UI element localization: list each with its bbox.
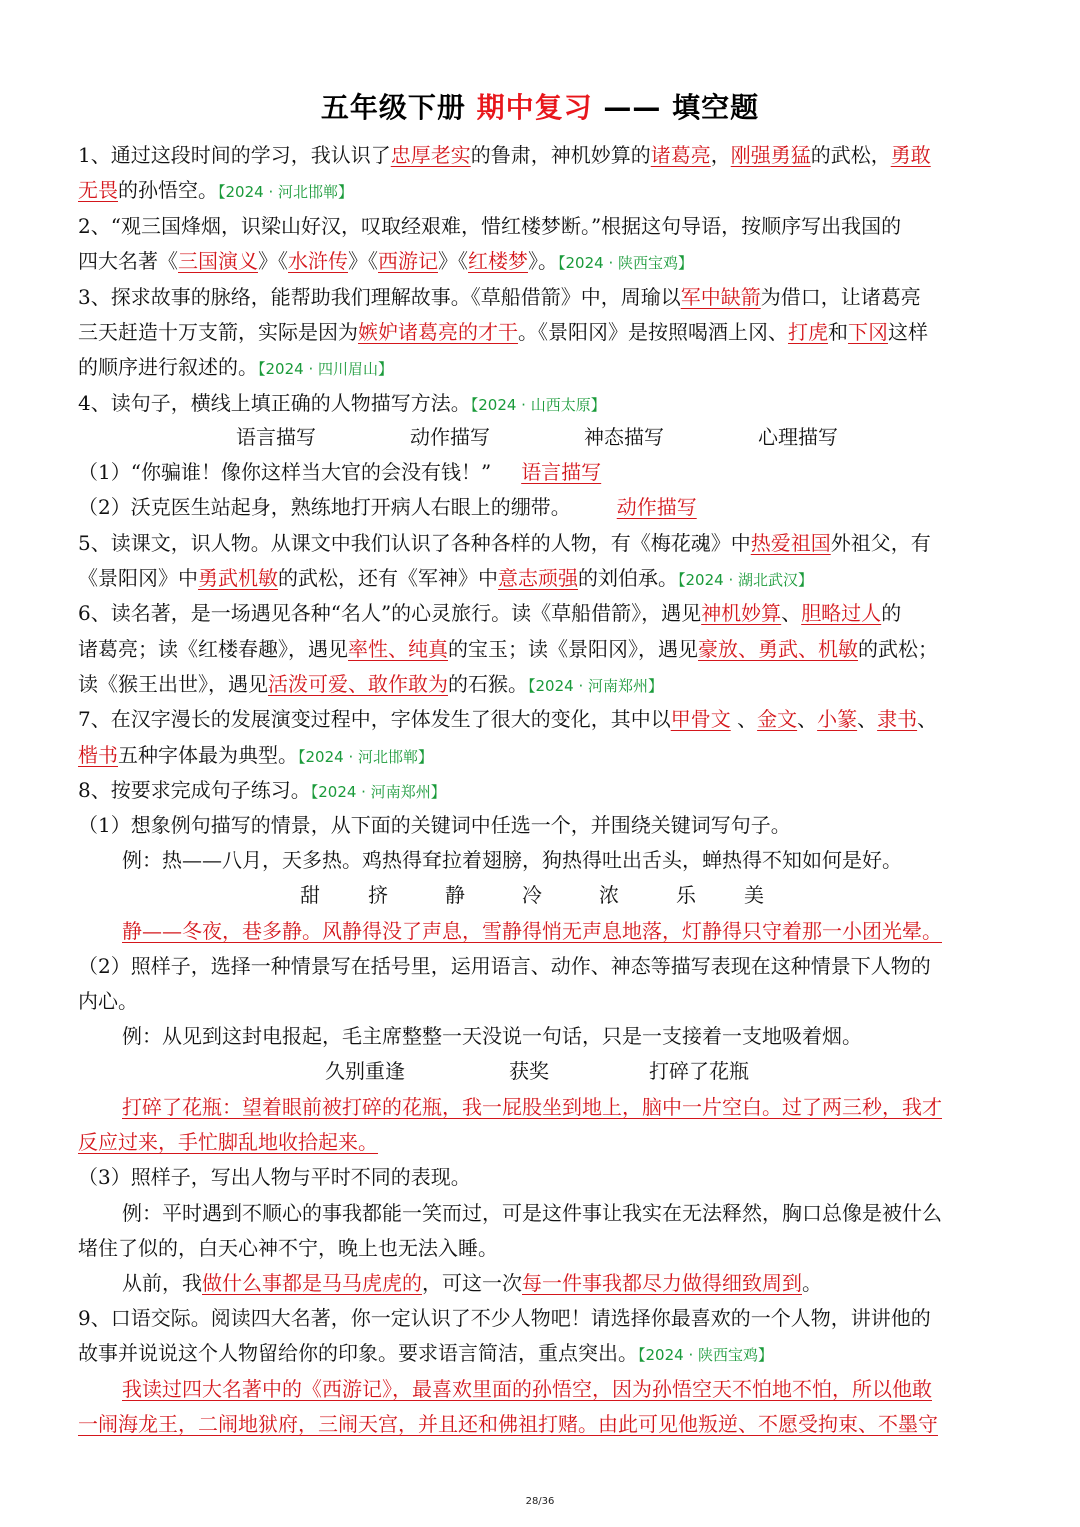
- q8-keyword: 甜: [300, 883, 320, 907]
- q8-example-3-cont: [78, 1233, 498, 1263]
- q1-source-tag: 【2024 · 河北邯郸】: [218, 183, 353, 201]
- q8-keyword: 挤: [368, 883, 388, 907]
- q8-answer-2: 打碎了花瓶：望着眼前被打碎的花瓶，我一屁股坐到地上，脑中一片空白。过了两三秒，我才: [122, 1095, 942, 1119]
- q8-text: ，可这一次: [422, 1271, 522, 1295]
- q9-source-tag: 【2024 · 陕西宝鸡】: [638, 1346, 773, 1364]
- q4-text: （2）沃克医生站起身，熟练地打开病人右眼上的绷带。: [78, 495, 571, 519]
- q7-answer-4: 隶书: [877, 707, 918, 731]
- q8-keyword: 冷: [522, 883, 542, 907]
- q4-text: （1）“你骗谁！像你这样当大官的会没有钱！”: [78, 460, 492, 484]
- q2-text: 2、“观三国烽烟，识梁山好汉，叹取经艰难，惜红楼梦断。”根据这句导语，按顺序写出我国的: [78, 214, 902, 238]
- q1-text: ，: [710, 143, 731, 167]
- q7-answer-3: 小篆: [817, 707, 858, 731]
- q6-text: 6、读名著，是一场遇见各种“名人”的心灵旅行。读《草船借箭》，遇见: [78, 601, 702, 625]
- q4-answer-1: 语言描写: [521, 460, 602, 484]
- q6-text: 读《猴王出世》，遇见: [78, 672, 268, 696]
- q6-text: 的武松；: [858, 637, 938, 661]
- q2-answer-2: 水浒传: [288, 249, 348, 273]
- q5-text: 的武松，还有《军神》中: [278, 566, 498, 590]
- q2-line1: [78, 211, 901, 241]
- q2-text: 》。: [528, 249, 558, 273]
- q4-option: 动作描写: [410, 425, 490, 449]
- q6-answer-1: 神机妙算: [701, 601, 782, 625]
- q6-text: 的宝玉；读《景阳冈》，遇见: [448, 637, 698, 661]
- q9-answer-cont: 一闹海龙王，二闹地狱府，三闹天宫，并且还和佛祖打赌。由此可见他叛逆、不愿受拘束、不墨守: [78, 1412, 938, 1436]
- q4-sentence-2: [78, 492, 697, 522]
- q8-line1: [78, 775, 446, 807]
- q8-keyword: 乐: [676, 883, 696, 907]
- q2-line2: [78, 246, 693, 278]
- q2-answer-4: 红楼梦: [468, 249, 528, 273]
- q3-text: 和: [828, 320, 848, 344]
- q8-answer-2-line2: [78, 1127, 378, 1157]
- q8-scene: 久别重逢: [325, 1059, 405, 1083]
- q4-options: [236, 422, 838, 452]
- q4-line1: [78, 388, 606, 420]
- q3-source-tag: 【2024 · 四川眉山】: [258, 360, 393, 378]
- q8-scene: 打碎了花瓶: [649, 1059, 749, 1083]
- q6-text: 诸葛亮；读《红楼春趣》，遇见: [78, 637, 348, 661]
- q6-answer-5: 活泼可爱、敢作敢为: [268, 672, 448, 696]
- q3-text: 的顺序进行叙述的。: [78, 355, 258, 379]
- q2-text: 》《: [258, 249, 288, 273]
- q8-text: （3）照样子，写出人物与平时不同的表现。: [78, 1165, 471, 1189]
- q3-text: 三天赶造十万支箭，实际是因为: [78, 320, 358, 344]
- q3-line3: [78, 352, 393, 384]
- q9-answer-line1: [122, 1374, 932, 1404]
- q2-answer-1: 三国演义: [178, 249, 258, 273]
- q1-answer-1: 忠厚老实: [390, 143, 471, 167]
- q3-line1: [78, 282, 921, 312]
- title-grade: 五年级下册: [320, 91, 466, 124]
- q8-answer-3a: 做什么事都是马马虎虎的: [202, 1271, 422, 1295]
- q8-scenes: [325, 1056, 749, 1086]
- q9-text: 9、口语交际。阅读四大名著，你一定认识了不少人物吧！请选择你最喜欢的一个人物，讲讲他的: [78, 1306, 931, 1330]
- q2-source-tag: 【2024 · 陕西宝鸡】: [558, 254, 693, 272]
- q3-text: 。《景阳冈》是按照喝酒上冈、: [518, 320, 788, 344]
- q4-source-tag: 【2024 · 山西太原】: [470, 396, 606, 414]
- q9-text: 故事并说说这个人物留给你的印象。要求语言简洁，重点突出。: [78, 1341, 638, 1365]
- q8-text: 8、按要求完成句子练习。: [78, 778, 311, 802]
- q1-answer-4: 勇敢: [890, 143, 931, 167]
- q3-text: 为借口，让诸葛亮: [760, 285, 921, 309]
- q8-text: （1）想象例句描写的情景，从下面的关键词中任选一个，并围绕关键词写句子。: [78, 813, 791, 837]
- q4-option: 神态描写: [584, 425, 664, 449]
- q7-answer-1: 甲骨文: [670, 707, 731, 731]
- q4-sentence-1: [78, 457, 601, 487]
- q8-example-text: 例：热——八月，天多热。鸡热得耷拉着翅膀，狗热得吐出舌头，蝉热得不知如何是好。: [122, 848, 902, 872]
- q8-part2-prompt: [78, 951, 931, 981]
- q8-text: 内心。: [78, 989, 138, 1013]
- q4-answer-2: 动作描写: [616, 495, 697, 519]
- q1-answer-2: 诸葛亮: [650, 143, 711, 167]
- q4-text: 4、读句子，横线上填正确的人物描写方法。: [78, 391, 471, 415]
- q7-answer-5: 楷书: [78, 743, 118, 767]
- q7-source-tag: 【2024 · 河北邯郸】: [298, 748, 433, 766]
- q5-text: 外祖父，有: [830, 531, 931, 555]
- q8-answer-2-line1: [122, 1092, 942, 1122]
- q9-line1: [78, 1303, 931, 1333]
- q9-answer-line2: [78, 1409, 938, 1439]
- q5-line2: [78, 563, 813, 595]
- q3-text: 这样: [888, 320, 928, 344]
- q5-answer-3: 意志顽强: [498, 566, 578, 590]
- q8-keywords: [300, 880, 764, 910]
- q3-line2: [78, 317, 928, 347]
- q7-text: 、: [730, 707, 758, 731]
- q1-text: 的武松，: [810, 143, 891, 167]
- q8-example-text: 例：平时遇到不顺心的事我都能一笑而过，可是这件事让我实在无法释然，胸口总像是被什么: [122, 1201, 942, 1225]
- q8-part1-prompt: [78, 810, 791, 840]
- q7-text: 五种字体最为典型。: [118, 743, 298, 767]
- q7-line2: [78, 740, 433, 772]
- q7-text: 、: [797, 707, 818, 731]
- q8-keyword: 静: [445, 883, 465, 907]
- q1-line1: [78, 140, 931, 170]
- q8-answer-3b: 每一件事我都尽力做得细致周到: [522, 1271, 802, 1295]
- q8-keyword: 浓: [599, 883, 619, 907]
- q8-text: 从前，我: [122, 1271, 202, 1295]
- q3-answer-1: 军中缺箭: [680, 285, 761, 309]
- page-number: 28/36: [525, 1496, 555, 1507]
- q1-text: 1、通过这段时间的学习，我认识了: [78, 143, 391, 167]
- q5-line1: [78, 528, 931, 558]
- q8-source-tag: 【2024 · 河南郑州】: [310, 783, 446, 801]
- q5-text: 5、读课文，识人物。从课文中我们认识了各种各样的人物，有《梅花魂》中: [78, 531, 751, 555]
- q9-line2: [78, 1338, 773, 1370]
- q8-text: （2）照样子，选择一种情景写在括号里，运用语言、动作、神态等描写表现在这种情景下人物的: [78, 954, 931, 978]
- q6-answer-3: 率性、纯真: [348, 637, 448, 661]
- q8-keyword: 美: [744, 883, 764, 907]
- q1-text: 的鲁肃，神机妙算的: [470, 143, 651, 167]
- q7-text: 、: [857, 707, 878, 731]
- q7-text: 7、在汉字漫长的发展演变过程中，字体发生了很大的变化，其中以: [78, 707, 671, 731]
- q8-part2-prompt-cont: [78, 986, 138, 1016]
- q6-source-tag: 【2024 · 河南郑州】: [528, 677, 663, 695]
- q3-text: 3、探求故事的脉络，能帮助我们理解故事。《草船借箭》中，周瑜以: [78, 285, 681, 309]
- title-type: —— 填空题: [603, 91, 760, 124]
- q6-line1: [78, 598, 901, 628]
- q2-text: 》《: [438, 249, 468, 273]
- q1-text: 的孙悟空。: [118, 178, 218, 202]
- q8-answer-1-line: [122, 916, 942, 946]
- q8-example-3: [122, 1198, 942, 1228]
- q5-text: 的刘伯承。: [578, 566, 678, 590]
- q7-answer-2: 金文: [757, 707, 798, 731]
- q2-answer-3: 西游记: [378, 249, 438, 273]
- q5-text: 《景阳冈》中: [78, 566, 198, 590]
- q8-answer-1: 静——冬夜，巷多静。风静得没了声息，雪静得悄无声息地落，灯静得只守着那一小团光晕。: [122, 919, 942, 943]
- q4-option: 心理描写: [758, 425, 838, 449]
- q3-answer-2: 嫉妒诸葛亮的才干: [358, 320, 518, 344]
- q3-answer-4: 下冈: [848, 320, 888, 344]
- q6-answer-4: 豪放、勇武、机敏: [698, 637, 858, 661]
- q5-answer-1: 热爱祖国: [750, 531, 831, 555]
- q8-answer-3-line: [122, 1268, 822, 1298]
- q4-option: 语言描写: [236, 425, 316, 449]
- q6-line3: [78, 669, 663, 701]
- q2-text: 四大名著《: [78, 249, 178, 273]
- q1-answer-4-cont: 无畏: [78, 178, 118, 202]
- q6-answer-2: 胆略过人: [801, 601, 882, 625]
- q3-answer-3: 打虎: [788, 320, 828, 344]
- q6-line2: [78, 634, 938, 664]
- q1-line2: [78, 175, 353, 207]
- q8-example-text: 例：从见到这封电报起，毛主席整整一天没说一句话，只是一支接着一支地吸着烟。: [122, 1024, 862, 1048]
- q8-answer-2-cont: 反应过来，手忙脚乱地收拾起来。: [78, 1130, 378, 1154]
- q8-example-text: 堵住了似的，白天心神不宁，晚上也无法入睡。: [78, 1236, 498, 1260]
- page-title: [0, 86, 1080, 126]
- q5-answer-2: 勇武机敏: [198, 566, 278, 590]
- q8-scene: 获奖: [509, 1059, 549, 1083]
- q6-text: 的石猴。: [448, 672, 528, 696]
- q7-line1: [78, 704, 937, 734]
- title-review: 期中复习: [476, 91, 593, 124]
- q8-example-1: [122, 845, 902, 875]
- q9-answer: 我读过四大名著中的《西游记》，最喜欢里面的孙悟空，因为孙悟空天不怕地不怕，所以他敢: [122, 1377, 932, 1401]
- q8-text: 。: [802, 1271, 822, 1295]
- q1-answer-3: 刚强勇猛: [730, 143, 811, 167]
- q5-source-tag: 【2024 · 湖北武汉】: [678, 571, 813, 589]
- q6-text: 的: [881, 601, 902, 625]
- q6-text: 、: [781, 601, 802, 625]
- q8-part3-prompt: [78, 1162, 471, 1192]
- q7-text: 、: [917, 707, 938, 731]
- q2-text: 》《: [348, 249, 378, 273]
- q8-example-2: [122, 1021, 862, 1051]
